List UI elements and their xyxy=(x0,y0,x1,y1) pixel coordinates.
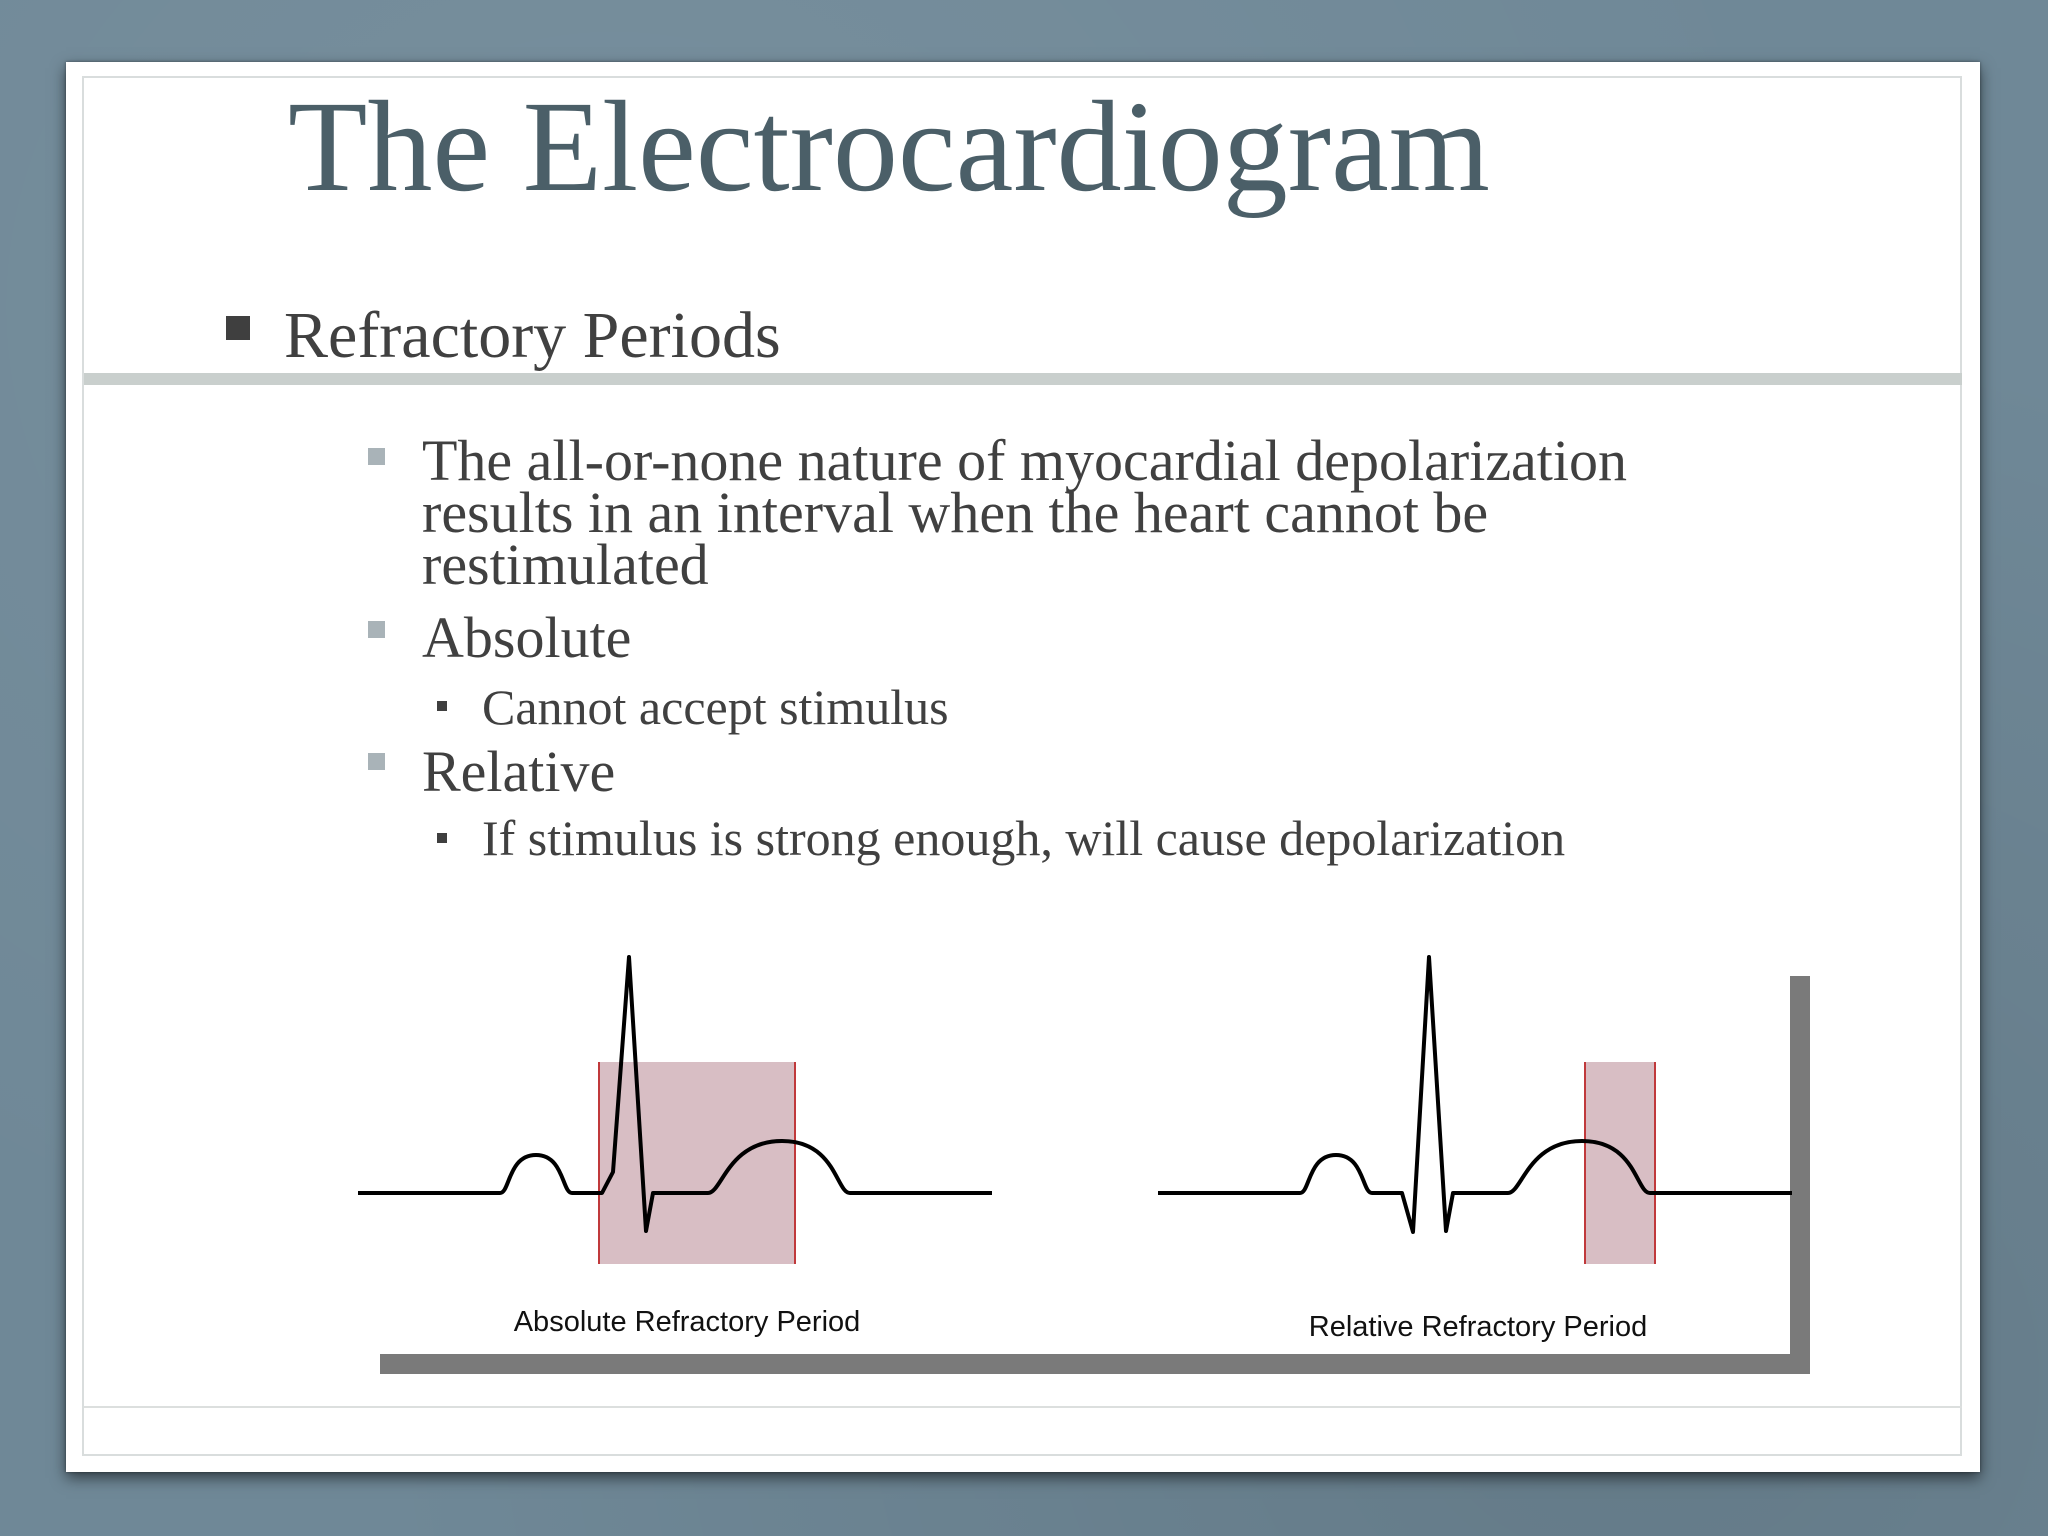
bullet-text: Refractory Periods xyxy=(284,299,781,372)
square-bullet-icon xyxy=(437,833,447,843)
square-bullet-icon xyxy=(368,621,385,638)
bullet-relative-detail: If stimulus is strong enough, will cause depolarization xyxy=(482,810,1566,866)
ecg-trace-relative xyxy=(1158,957,1792,1232)
ecg-refractory-figure xyxy=(350,940,1818,1378)
ecg-figure-svg xyxy=(350,940,1818,1378)
square-bullet-icon xyxy=(437,701,447,711)
slide-title: The Electrocardiogram xyxy=(288,75,1490,219)
intro-line-3: restimulated xyxy=(422,532,709,597)
square-bullet-icon xyxy=(368,753,385,770)
intro-line-1: The all-or-none nature of myocardial depolarization xyxy=(422,428,1628,493)
title-underline-rule xyxy=(84,373,1962,385)
figure-shadow-bottom xyxy=(380,1354,1810,1374)
bullet-relative: Relative xyxy=(422,739,616,804)
relative-refractory-highlight xyxy=(1585,1062,1655,1264)
figure-shadow-right xyxy=(1790,976,1810,1374)
footer-rule xyxy=(84,1406,1962,1408)
square-bullet-icon xyxy=(226,316,250,340)
absolute-refractory-highlight xyxy=(599,1062,795,1264)
bullet-intro-paragraph xyxy=(422,428,1628,597)
absolute-refractory-caption: Absolute Refractory Period xyxy=(513,1306,861,1338)
bullet-absolute-detail: Cannot accept stimulus xyxy=(482,679,949,735)
relative-refractory-caption: Relative Refractory Period xyxy=(1308,1311,1648,1343)
intro-line-2: results in an interval when the heart cannot be xyxy=(422,480,1489,545)
bullet-absolute: Absolute xyxy=(422,605,632,670)
square-bullet-icon xyxy=(368,448,385,465)
